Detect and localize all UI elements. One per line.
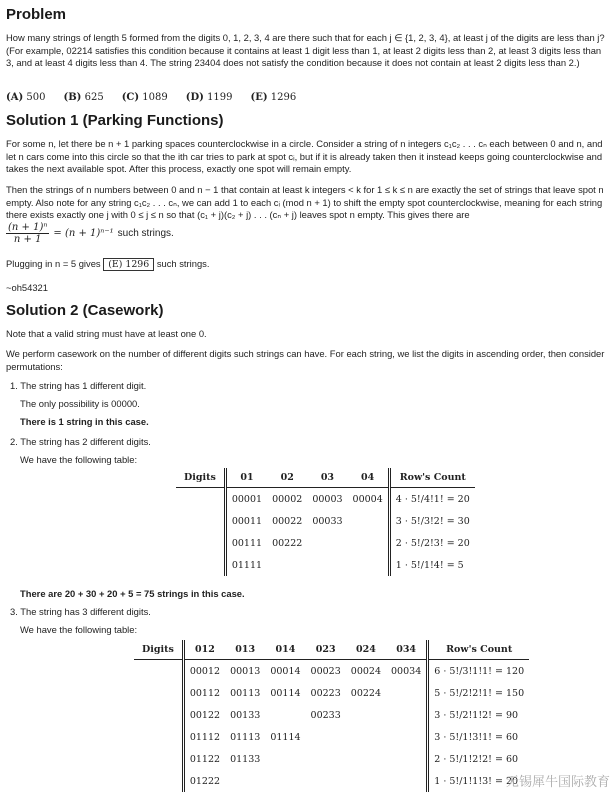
table-cell bbox=[346, 770, 386, 792]
case2-table bbox=[176, 468, 475, 576]
table-row bbox=[134, 660, 529, 683]
table-cell: 1 · 5!/1!1!3! = 20 bbox=[428, 770, 529, 792]
table-cell: 00001 bbox=[225, 488, 267, 511]
table-cell: 3 · 5!/3!2! = 30 bbox=[389, 510, 474, 532]
table-cell: 00022 bbox=[272, 515, 303, 527]
table-cell: 2 · 5!/2!3! = 20 bbox=[389, 532, 474, 554]
table-cell bbox=[386, 726, 428, 748]
solution2-heading: Solution 2 (Casework) bbox=[6, 302, 164, 319]
table-cell: 01122 bbox=[183, 748, 225, 770]
table-cell: 00122 bbox=[183, 704, 225, 726]
table-row bbox=[176, 554, 475, 576]
answer-choice: (D) 1199 bbox=[185, 92, 233, 103]
table-cell bbox=[306, 726, 346, 748]
formula-tail: such strings. bbox=[117, 228, 174, 239]
formula-denominator: n + 1 bbox=[13, 234, 42, 245]
table-header: 023 bbox=[306, 640, 346, 660]
table-cell bbox=[348, 554, 390, 576]
table-row bbox=[176, 510, 475, 532]
table-cell: 00014 bbox=[270, 665, 301, 677]
case3-label: 3. The string has 3 different digits. bbox=[10, 606, 151, 617]
table-row bbox=[176, 488, 475, 511]
table-cell bbox=[265, 704, 305, 726]
table-cell: 01113 bbox=[230, 731, 261, 743]
table-row bbox=[134, 748, 529, 770]
table-header: 01 bbox=[225, 468, 267, 488]
table-cell bbox=[348, 532, 390, 554]
solution1-para1: For some n, let there be n + 1 parking spaces counterclockwise in a circle. Consider a string of n integers c₁c₂ . . . cₙ each between 0 and n, and let n cars come into this circle so that the ith car tries to park at spot cᵢ, but if it is already taken then it instead keeps going counterclockwise and takes the next available spot. After this process, exactly one spot will remain empty. bbox=[6, 138, 603, 174]
table-cell bbox=[134, 748, 183, 770]
table-cell: 00011 bbox=[225, 510, 267, 532]
table-cell: 01114 bbox=[270, 731, 301, 743]
table-cell bbox=[306, 770, 346, 792]
solution1-heading: Solution 1 (Parking Functions) bbox=[6, 112, 224, 129]
table-cell bbox=[386, 682, 428, 704]
table-header: Digits bbox=[134, 640, 183, 660]
author: ~oh54321 bbox=[6, 282, 48, 293]
table-cell: 00033 bbox=[312, 515, 343, 527]
table-cell: 00023 bbox=[310, 665, 341, 677]
answer-choice: (E) 1296 bbox=[250, 92, 297, 103]
table-cell bbox=[265, 770, 305, 792]
table-header: 02 bbox=[267, 468, 307, 488]
table-cell bbox=[176, 532, 225, 554]
table-cell: 1 · 5!/1!4! = 5 bbox=[389, 554, 474, 576]
table-cell: 00114 bbox=[270, 687, 301, 699]
table-cell: 00013 bbox=[230, 665, 261, 677]
table-cell: 00223 bbox=[310, 687, 341, 699]
table-cell bbox=[306, 748, 346, 770]
problem-heading: Problem bbox=[6, 6, 67, 23]
table-header: 034 bbox=[386, 640, 428, 660]
table-cell bbox=[134, 682, 183, 704]
formula-numerator: (n + 1)ⁿ bbox=[8, 222, 48, 233]
table-cell: 00002 bbox=[272, 493, 303, 505]
table-header: 013 bbox=[225, 640, 265, 660]
table-row bbox=[134, 704, 529, 726]
table-cell bbox=[267, 554, 307, 576]
table-cell bbox=[225, 770, 265, 792]
solution1-formula bbox=[6, 222, 174, 245]
table-cell: 00024 bbox=[350, 665, 382, 677]
plug-post: such strings. bbox=[156, 258, 210, 269]
table-cell: 00112 bbox=[183, 682, 225, 704]
table-cell bbox=[134, 660, 183, 683]
case1-result: There is 1 string in this case. bbox=[20, 416, 149, 427]
table-row bbox=[176, 532, 475, 554]
case1-label: 1. The string has 1 different digit. bbox=[10, 380, 147, 391]
case3-text: We have the following table: bbox=[20, 624, 138, 635]
table-header: 03 bbox=[307, 468, 347, 488]
plugging-line bbox=[6, 258, 209, 270]
table-cell: 5 · 5!/2!2!1! = 150 bbox=[428, 682, 529, 704]
table-cell: 00113 bbox=[230, 687, 261, 699]
table-header: 012 bbox=[183, 640, 225, 660]
table-header: Row's Count bbox=[389, 468, 474, 488]
table-header: Digits bbox=[176, 468, 225, 488]
case1-text: The only possibility is 00000. bbox=[20, 398, 140, 409]
table-cell bbox=[346, 748, 386, 770]
answer-choice: (C) 1089 bbox=[121, 92, 168, 103]
table-cell: 00111 bbox=[225, 532, 267, 554]
table-cell bbox=[346, 726, 386, 748]
table-cell bbox=[176, 488, 225, 511]
table-cell bbox=[307, 532, 347, 554]
table-header: 04 bbox=[348, 468, 390, 488]
table-cell: 3 · 5!/1!3!1! = 60 bbox=[428, 726, 529, 748]
table-cell: 3 · 5!/2!1!2! = 90 bbox=[428, 704, 529, 726]
table-header: 024 bbox=[346, 640, 386, 660]
table-row bbox=[134, 726, 529, 748]
case2-text: We have the following table: bbox=[20, 454, 138, 465]
table-cell: 00133 bbox=[230, 709, 261, 721]
table-cell bbox=[348, 510, 390, 532]
formula-rest: = (n + 1)ⁿ⁻¹ bbox=[53, 228, 114, 239]
table-cell: 01112 bbox=[183, 726, 225, 748]
table-header: 014 bbox=[265, 640, 305, 660]
answer-choices bbox=[6, 92, 314, 103]
table-cell: 01111 bbox=[225, 554, 267, 576]
answer-choice: (B) 625 bbox=[63, 92, 104, 103]
table-cell: 00222 bbox=[272, 537, 303, 549]
table-cell bbox=[307, 554, 347, 576]
table-cell: 00003 bbox=[312, 493, 343, 505]
plug-pre: Plugging in n = 5 gives bbox=[6, 258, 101, 269]
table-cell bbox=[386, 748, 428, 770]
table-cell bbox=[346, 704, 386, 726]
answer-box: (E) 1296 bbox=[103, 258, 154, 271]
table-cell bbox=[176, 554, 225, 576]
table-cell bbox=[134, 770, 183, 792]
solution2-intro: We perform casework on the number of different digits such strings can have. For each string, we list the digits in ascending order, then consider permutations: bbox=[6, 348, 605, 372]
case2-label: 2. The string has 2 different digits. bbox=[10, 436, 151, 447]
table-row bbox=[134, 770, 529, 792]
solution1-para2: Then the strings of n numbers between 0 and n − 1 that contain at least k integers < k for 1 ≤ k ≤ n are exactly the set of strings that leave spot n empty. Also note for any string c₁c₂ . . . cₙ, we can add 1 to each cᵢ (mod n + 1) to shift the empty spot counterclockwise, meaning for each string there exists exactly one j with 0 ≤ j ≤ n so that (c₁ + j)(c₂ + j) . . . (cₙ + j) leaves spot n empty. This gives there are bbox=[6, 184, 604, 220]
table-cell bbox=[386, 704, 428, 726]
table-cell: 6 · 5!/3!1!1! = 120 bbox=[428, 660, 529, 683]
table-cell bbox=[134, 704, 183, 726]
table-cell: 00224 bbox=[350, 687, 382, 699]
table-cell bbox=[176, 510, 225, 532]
table-cell: 00004 bbox=[352, 493, 383, 505]
table-cell: 01133 bbox=[230, 753, 261, 765]
solution2-note: Note that a valid string must have at least one 0. bbox=[6, 328, 207, 339]
table-row bbox=[134, 682, 529, 704]
table-cell: 01222 bbox=[183, 770, 225, 792]
table-cell bbox=[386, 770, 428, 792]
table-header: Row's Count bbox=[428, 640, 529, 660]
table-cell: 00012 bbox=[183, 660, 225, 683]
table-cell bbox=[265, 748, 305, 770]
table-cell: 2 · 5!/1!2!2! = 60 bbox=[428, 748, 529, 770]
problem-text: How many strings of length 5 formed from the digits 0, 1, 2, 3, 4 are there such that for each j ∈ {1, 2, 3, 4}, at least j of the digits are less than j? (For example, 02214 satisfies this condition because it contains at least 1 digit less than 1, at least 2 digits less than 2, at least 3 digits less than 3, and at least 4 digits less than 4. The string 23404 does not satisfy the condition because it does not contain at least 2 digits less than 2.) bbox=[6, 32, 605, 68]
watermark: 无锡犀牛国际教育 bbox=[505, 775, 610, 790]
table-cell bbox=[134, 726, 183, 748]
answer-choice: (A) 500 bbox=[6, 92, 46, 103]
table-cell: 00034 bbox=[391, 665, 422, 677]
table-cell: 4 · 5!/4!1! = 20 bbox=[389, 488, 474, 511]
case2-result: There are 20 + 30 + 20 + 5 = 75 strings in this case. bbox=[20, 588, 245, 599]
case3-table bbox=[134, 640, 529, 792]
table-cell: 00233 bbox=[310, 709, 341, 721]
